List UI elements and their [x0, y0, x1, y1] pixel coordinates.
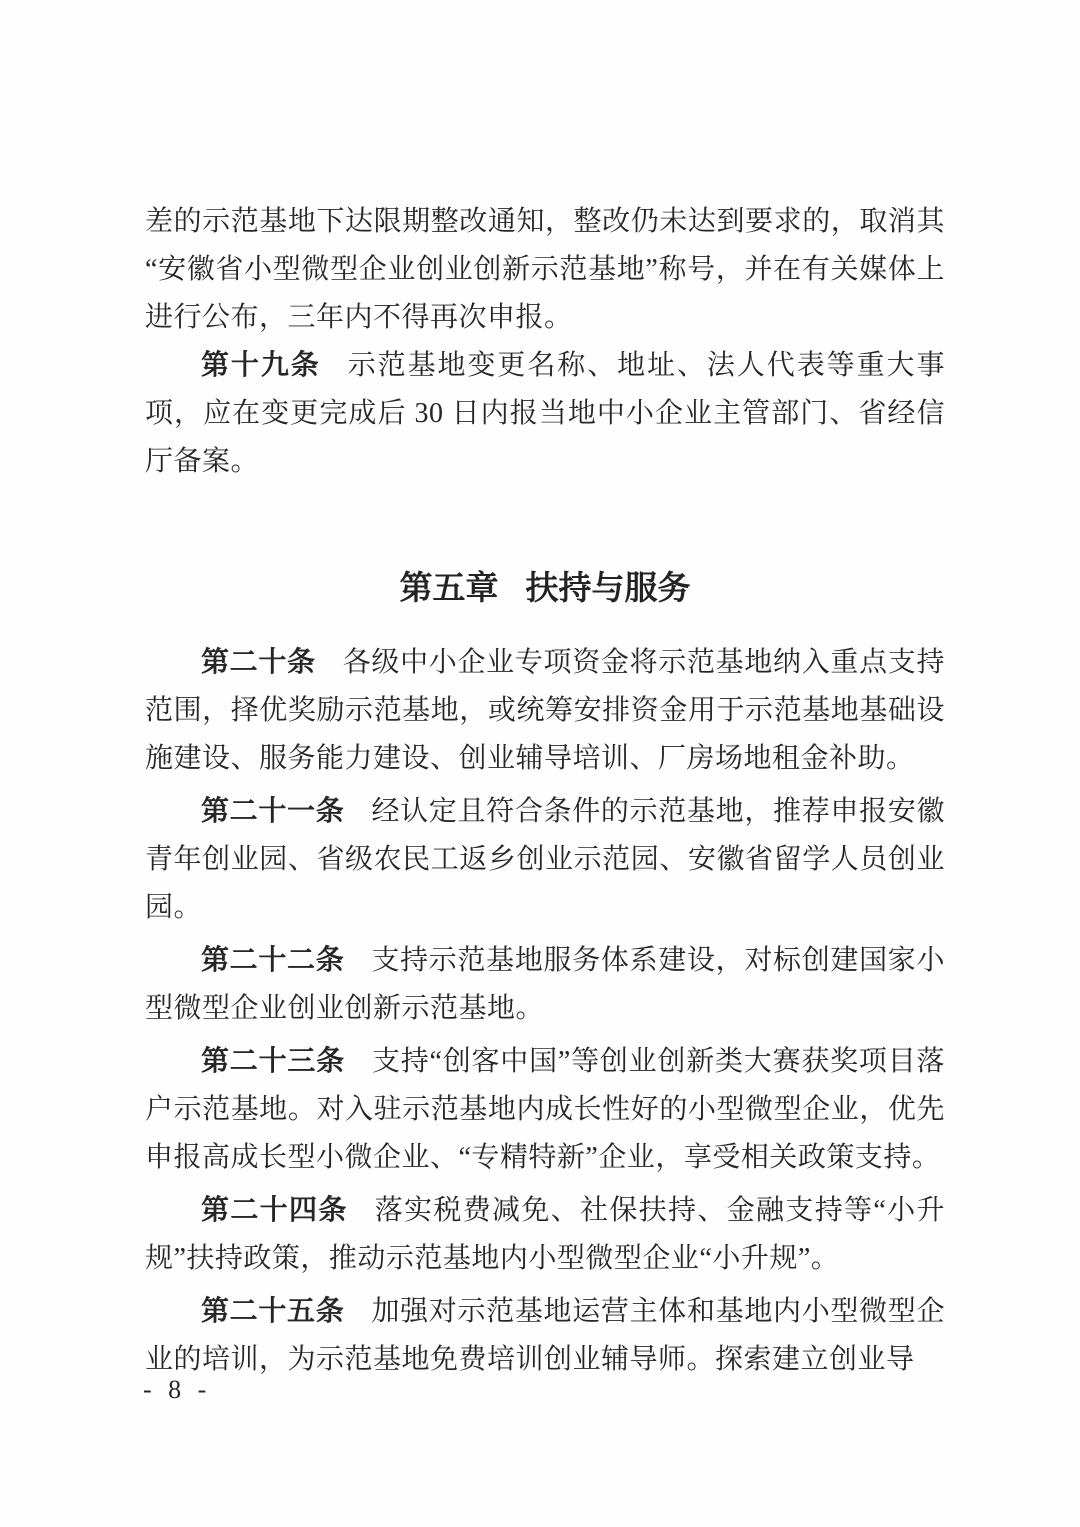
article-number: 第二十五条 [201, 1296, 345, 1327]
paragraph-text: 差的示范基地下达限期整改通知，整改仍未达到要求的，取消其“安徽省小型微型企业创业创新示范基地”称号，并在有关媒体上进行公布，三年内不得再次申报。 [145, 206, 945, 333]
chapter-title: 扶持与服务 [525, 569, 691, 606]
article-number: 第二十二条 [201, 945, 345, 976]
chapter-number: 第五章 [399, 569, 499, 606]
paragraph-text: 加强对示范基地运营主体和基地内小型微型企业的培训，为示范基地免费培训创业辅导师。探索建立创业导 [145, 1296, 945, 1375]
article-number: 第二十三条 [201, 1046, 345, 1077]
paragraph-continuation [145, 198, 945, 342]
page-number: - 8 - [143, 1375, 212, 1404]
paragraph-text: 支持示范基地服务体系建设，对标创建国家小型微型企业创业创新示范基地。 [145, 945, 945, 1024]
article-number: 第十九条 [201, 350, 321, 381]
paragraph-text: 各级中小企业专项资金将示范基地纳入重点支持范围，择优奖励示范基地，或统筹安排资金用于示范基地基础设施建设、服务能力建设、创业辅导培训、厂房场地租金补助。 [145, 647, 945, 774]
paragraph-article-20 [145, 639, 945, 783]
paragraph-text: 示范基地变更名称、地址、法人代表等重大事项，应在变更完成后 30 日内报当地中小企业主管部门、省经信厅备案。 [145, 350, 945, 477]
paragraph-article-21 [145, 788, 945, 932]
article-number: 第二十条 [201, 647, 316, 678]
chapter-heading [145, 564, 945, 612]
paragraph-article-23 [145, 1038, 945, 1182]
paragraph-article-22 [145, 937, 945, 1033]
paragraph-article-25 [145, 1288, 945, 1384]
article-number: 第二十一条 [201, 796, 345, 827]
article-number: 第二十四条 [201, 1195, 348, 1226]
paragraph-text: 支持“创客中国”等创业创新类大赛获奖项目落户示范基地。对入驻示范基地内成长性好的小型微型企业，优先申报高成长型小微企业、“专精特新”企业，享受相关政策支持。 [145, 1046, 945, 1173]
paragraph-article-24 [145, 1187, 945, 1283]
document-body [145, 198, 945, 1384]
paragraph-text: 落实税费减免、社保扶持、金融支持等“小升规”扶持政策，推动示范基地内小型微型企业“小升规”。 [145, 1195, 945, 1274]
paragraph-text: 经认定且符合条件的示范基地，推荐申报安徽青年创业园、省级农民工返乡创业示范园、安徽省留学人员创业园。 [145, 796, 945, 923]
paragraph-article-19 [145, 342, 945, 486]
